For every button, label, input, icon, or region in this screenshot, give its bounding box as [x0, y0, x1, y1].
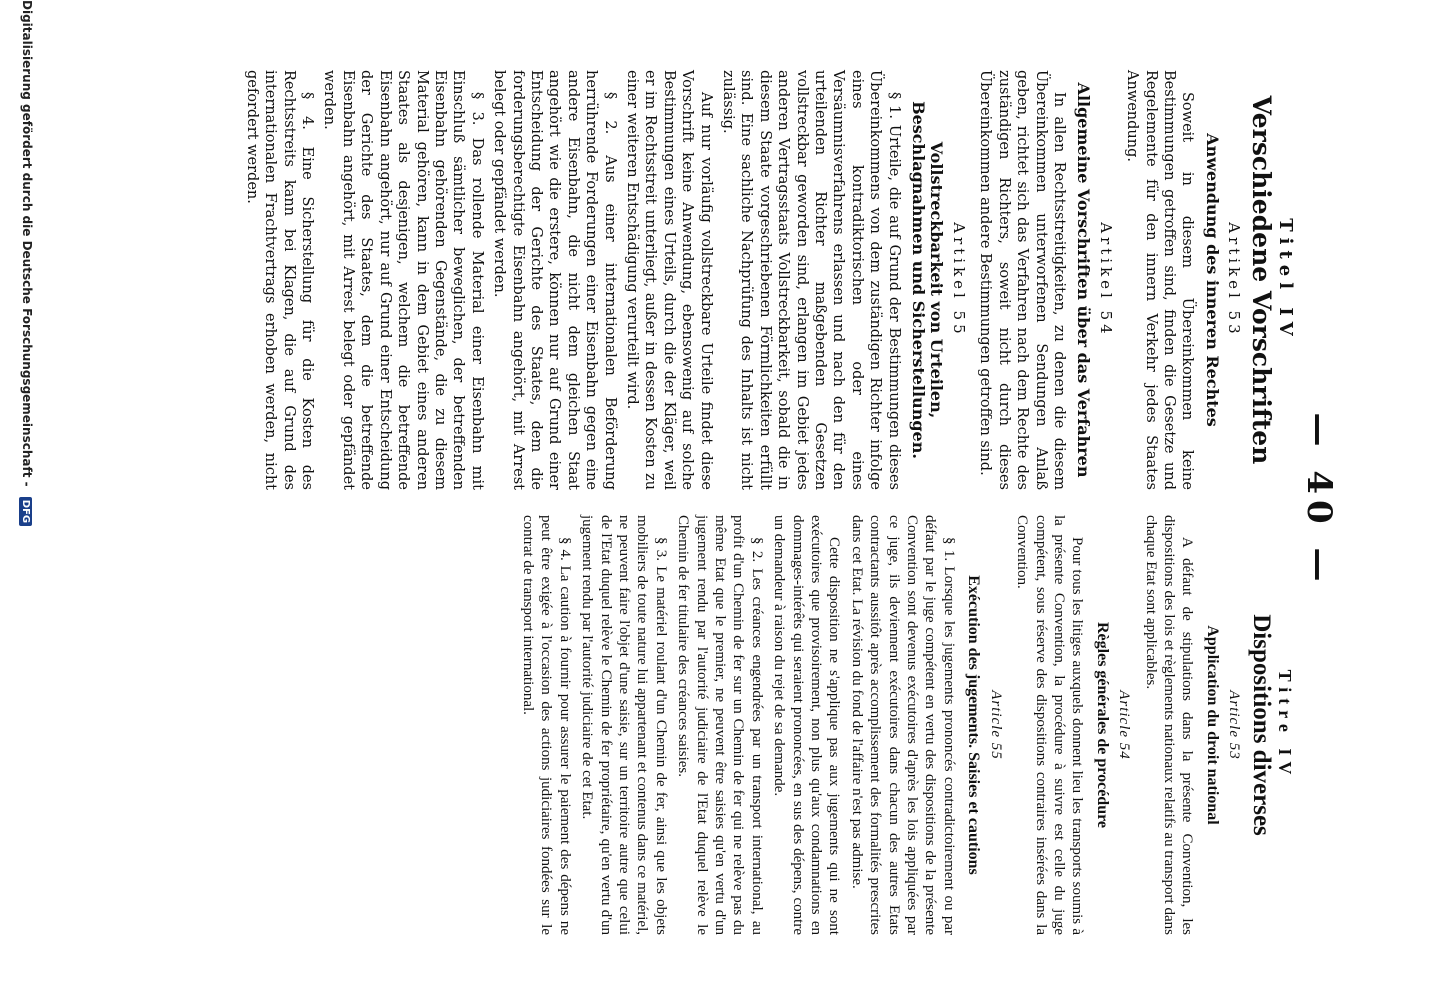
french-article-53-text: A défaut de stipulations dans la présente Convention, les dispositions des lois et règlements nationaux relatifs au transport dans chaque Etat sont applicables.	[1142, 515, 1196, 935]
german-article-55-p4: § 3. Das rollende Material einer Eisenbahn mit Einschluß sämtlicher beweglichen, der betreffenden Eisenbahn gehörenden Gegenstände, die zu diesem Material gehören, kann in dem Gebiet eines anderen Staates als desjenigen, welchem die betreffende Eisenbahn angehört, nur auf Grund einer Entscheidung der Gerichte des Staates, dem die betreffende Eisenbahn angehört, mit Arrest belegt oder gepfändet werden.	[321, 70, 485, 490]
german-article-55-p5: § 4. Eine Sicherstellung für die Kosten des Rechtsstreits kann bei Klagen, die auf Grund des internationalen Frachtvertrags erhoben werden, nicht gefordert werden.	[243, 70, 316, 490]
french-article-55-p3: § 2. Les créances engendrées par un transport international, au profit d'un Chemin de fer sur un Chemin de fer qui ne relève pas du même Etat que le premier, ne peuvent être saisies qu'en vertu d'un jugement rendu par l'autorité judiciaire de l'Etat duquel relève le Chemin de fer titulaire des créances saisies.	[675, 515, 765, 935]
german-article-53-heading: Anwendung des inneren Rechtes	[1202, 133, 1222, 427]
german-title: Verschiedene Vorschriften	[1246, 95, 1276, 465]
french-article-55-p1: § 1. Lorsque les jugements prononcés contradictoirement ou par défaut par le juge compétent en vertu des dispositions de la présente Convention sont devenus exécutoires d'après les lois appliquées par ce juge, ils deviennent exécutoires dans chacun des autres Etats contractants aussitôt après accomplissement des formalités prescrites dans cet Etat. La révision du fond de l'affaire n'est pas admise.	[848, 515, 957, 935]
french-column	[515, 515, 1294, 935]
french-article-55-heading: Exécution des jugements. Saisies et cautions	[965, 575, 983, 875]
german-article-53-text: Soweit in diesem Übereinkommen keine Bestimmungen getroffen sind, finden die Gesetze und Regelemente für den innern Verkehr jedes Staates Anwendung.	[1124, 70, 1196, 490]
french-article-54-text: Pour tous les litiges auxquels donnent lieu les transports soumis à la présente Convention, la procédure à suivre est celle du juge compétent, sous réserve des dispositions contraires insérées dans la Convention.	[1014, 515, 1086, 935]
german-article-55-p3: § 2. Aus einer internationalen Beförderung herrührende Forderungen einer Eisenbahn gegen eine andere Eisenbahn, die nicht dem gleichen Staat angehört wie die erstere, können nur auf Grund einer Entscheidung der Gerichte des Staates, dem die forderungsberechtigte Eisenbahn angehört, mit Arrest belegt oder gepfändet werden.	[491, 70, 618, 490]
french-article-53-heading: Application du droit national	[1203, 625, 1221, 825]
french-article-55-p5: § 4. La caution à fournir pour assurer le paiement des dépens ne peut être exigée à l'occasion des actions judiciaires fondées sur le contrat de transport international.	[519, 515, 573, 935]
german-article-55-label: Artikel 55	[949, 222, 968, 338]
german-article-54-text: In allen Rechtsstreitigkeiten, zu denen die diesem Übereinkommen unterworfenen Sendungen Anlaß geben, richtet sich das Verfahren nach dem Rechte des zuständigen Richters, soweit nicht durch dieses Übereinkommen andere Bestimmungen getroffen sind.	[977, 70, 1067, 490]
french-title: Dispositions diverses	[1247, 614, 1275, 836]
french-article-55-label: Article 55	[987, 690, 1004, 760]
german-article-54-label: Artikel 54	[1096, 222, 1115, 338]
digitization-footer	[19, 0, 34, 1000]
german-article-55-p2: Auf nur vorläufig vollstreckbare Urteile findet diese Vorschrift keine Anwendung, ebensowenig auf solche Bestimmungen eines Urteils, durch die der Kläger, weil er im Rechtsstreit unterliegt, außer in dessen Kosten zu einer weiteren Entschädigung verurteilt wird.	[624, 70, 714, 490]
german-article-54-heading: Allgemeine Vorschriften über das Verfahren	[1074, 82, 1094, 478]
french-title-label: Titre IV	[1275, 669, 1295, 781]
german-article-53-label: Artikel 53	[1225, 222, 1244, 338]
french-article-54-label: Article 54	[1116, 690, 1133, 760]
french-article-54-heading: Règles générales de procédure	[1093, 621, 1111, 829]
page-number: — 40 —	[1299, 412, 1339, 588]
german-article-55-p1: § 1. Urteile, die auf Grund der Bestimmungen dieses Übereinkommens von dem zuständigen Richter infolge eines kontradiktorischen oder eines Versäumnisverfahrens erlassen und nach den für den urteilenden Richter maßgebenden Gesetzen vollstreckbar geworden sind, erlangen im Gebiet jedes anderen Vertragsstaats Vollstreckbarkeit, sobald die in diesem Staate vorgeschriebenen Förmlichkeiten erfüllt sind. Eine sachliche Nachprüfung des Inhalts ist nicht zulässig.	[720, 70, 902, 490]
french-article-55-p2: Cette disposition ne s'applique pas aux jugements qui ne sont exécutoires que provisoirement, non plus qu'aux condamnations en dommages-intérêts qui seraient prononcées, en sus des dépens, contre un demandeur à raison du rejet de sa demande.	[771, 515, 843, 935]
french-article-55-p4: § 3. Le matériel roulant d'un Chemin de fer, ainsi que les objets mobiliers de toute nature lui appartenant et contenus dans ce matériel, ne peuvent faire l'objet d'une saisie, sur un territoire autre que celui de l'Etat duquel relève le Chemin de fer propriétaire, qu'en vertu d'un jugement rendu par l'autorité judiciaire de cet Etat.	[579, 515, 669, 935]
german-article-55-heading: Vollstreckbarkeit von Urteilen, Beschlagnahmen und Sicherstellungen.	[909, 101, 947, 459]
footer-text: Digitalisierung gefördert durch die Deutsche Forschungsgemeinschaft -	[20, 0, 34, 487]
german-column	[238, 70, 1294, 490]
dfg-logo: DFG	[19, 497, 32, 526]
german-title-label: Titel IV	[1275, 218, 1296, 342]
french-article-53-label: Article 53	[1226, 690, 1243, 760]
